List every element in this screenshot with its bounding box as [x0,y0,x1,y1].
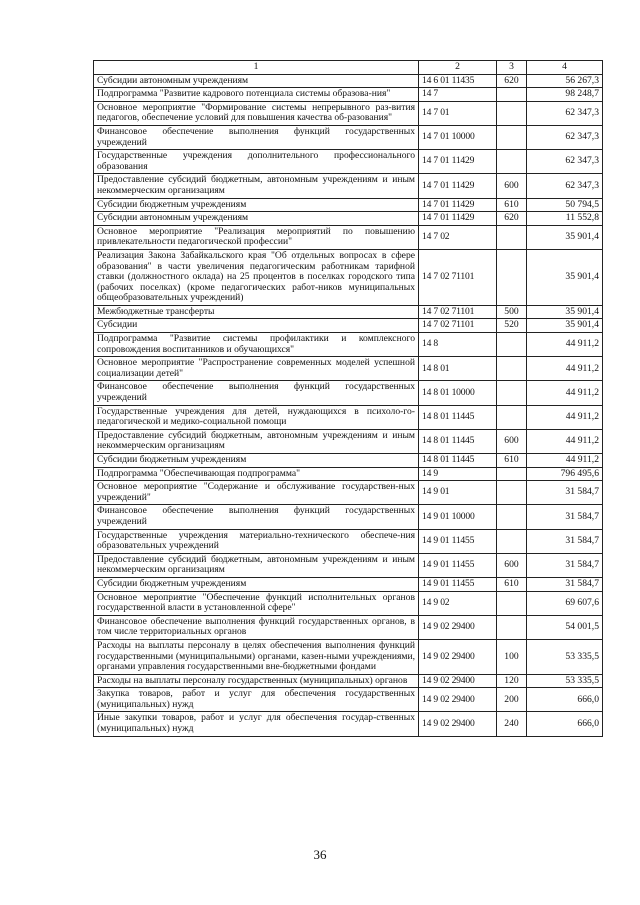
row-code-cell: 14 8 01 11445 [419,429,497,453]
table-row [94,101,603,125]
row-sum-cell: 31 584,7 [527,481,603,505]
row-code-cell: 14 7 02 [419,225,497,249]
row-name-cell: Субсидии бюджетным учреждениям [94,577,419,591]
header-cell: 4 [527,61,603,75]
row-sum-cell: 62 347,3 [527,150,603,174]
row-name-cell: Иные закупки товаров, работ и услуг для обеспечения государ-ственных (муниципальных) нужд [94,712,419,736]
row-sum-cell: 31 584,7 [527,577,603,591]
row-type-cell: 100 [497,639,527,674]
row-name-cell: Субсидии автономным учреждениям [94,212,419,226]
row-sum-cell: 11 552,8 [527,212,603,226]
table-row [94,529,603,553]
row-code-cell: 14 7 [419,88,497,102]
table-row [94,577,603,591]
row-sum-cell: 44 911,2 [527,357,603,381]
row-name-cell: Расходы на выплаты персоналу в целях обеспечения выполнения функций государственными (муниципальными) органами, казен-ными учреждениями, органами управления государственными вне-бюджетными фондами [94,639,419,674]
row-code-cell: 14 7 01 11429 [419,150,497,174]
table-header-row [94,61,603,75]
row-sum-cell: 796 495,6 [527,467,603,481]
row-name-cell: Подпрограмма "Развитие системы профилактики и комплексного сопровождения воспитанников и обучающихся" [94,333,419,357]
row-code-cell: 14 8 01 [419,357,497,381]
row-type-cell: 610 [497,198,527,212]
table-row [94,357,603,381]
row-sum-cell: 62 347,3 [527,101,603,125]
row-name-cell: Основное мероприятие "Формирование системы непрерывного раз-вития педагогов, обеспечение условий для повышения качества об-разования" [94,101,419,125]
row-code-cell: 14 9 01 11455 [419,529,497,553]
row-code-cell: 14 7 01 11429 [419,174,497,198]
row-code-cell: 14 9 02 29400 [419,639,497,674]
row-code-cell: 14 9 01 10000 [419,505,497,529]
row-sum-cell: 44 911,2 [527,454,603,468]
row-code-cell: 14 9 01 11455 [419,553,497,577]
row-code-cell: 14 9 [419,467,497,481]
row-name-cell: Государственные учреждения дополнительного профессионального образования [94,150,419,174]
row-code-cell: 14 9 02 29400 [419,674,497,688]
table-row [94,249,603,305]
row-sum-cell: 666,0 [527,688,603,712]
table-row [94,381,603,405]
row-name-cell: Реализация Закона Забайкальского края "Об отдельных вопросах в сфере образования" в части увеличения педагогическим работникам тарифной ставки (должностного оклада) на 25 процентов в поселках городского типа (рабочих поселках) (кроме педагогических работ-ников муниципальных общеобразовательных учреждений) [94,249,419,305]
table-row [94,467,603,481]
row-type-cell: 600 [497,174,527,198]
table-row [94,429,603,453]
row-type-cell: 520 [497,319,527,333]
row-type-cell: 600 [497,553,527,577]
row-sum-cell: 35 901,4 [527,249,603,305]
row-code-cell: 14 7 01 [419,101,497,125]
row-type-cell [497,467,527,481]
row-sum-cell: 44 911,2 [527,381,603,405]
row-sum-cell: 53 335,5 [527,674,603,688]
row-name-cell: Основное мероприятие "Обеспечение функций исполнительных органов государственной власти в установленной сфере" [94,591,419,615]
row-name-cell: Государственные учреждения для детей, нуждающихся в психоло-го-педагогической и медико-социальной помощи [94,405,419,429]
table-row [94,553,603,577]
row-name-cell: Основное мероприятие "Реализация мероприятий по повышению привлекательности педагогической профессии" [94,225,419,249]
row-sum-cell: 54 001,5 [527,615,603,639]
row-type-cell: 500 [497,305,527,319]
row-type-cell [497,615,527,639]
row-sum-cell: 44 911,2 [527,429,603,453]
row-type-cell [497,505,527,529]
table-row [94,405,603,429]
row-name-cell: Основное мероприятие "Распространение современных моделей успешной социализации детей" [94,357,419,381]
row-type-cell [497,333,527,357]
header-cell: 2 [419,61,497,75]
row-sum-cell: 50 794,5 [527,198,603,212]
row-name-cell: Финансовое обеспечение выполнения функций государственных учреждений [94,125,419,149]
table-row [94,505,603,529]
row-sum-cell: 35 901,4 [527,319,603,333]
row-name-cell: Субсидии [94,319,419,333]
table-row [94,688,603,712]
row-name-cell: Подпрограмма "Развитие кадрового потенциала системы образова-ния" [94,88,419,102]
row-sum-cell: 44 911,2 [527,405,603,429]
row-sum-cell: 31 584,7 [527,553,603,577]
table-row [94,319,603,333]
table-row [94,212,603,226]
row-sum-cell: 35 901,4 [527,225,603,249]
row-code-cell: 14 9 02 [419,591,497,615]
row-sum-cell: 666,0 [527,712,603,736]
row-sum-cell: 62 347,3 [527,174,603,198]
row-name-cell: Субсидии автономным учреждениям [94,74,419,88]
row-name-cell: Подпрограмма "Обеспечивающая подпрограмма" [94,467,419,481]
row-name-cell: Межбюджетные трансферты [94,305,419,319]
table-row [94,639,603,674]
row-sum-cell: 69 607,6 [527,591,603,615]
row-type-cell [497,591,527,615]
row-name-cell: Расходы на выплаты персоналу государственных (муниципальных) органов [94,674,419,688]
row-name-cell: Основное мероприятие "Содержание и обслуживание государствен-ных учреждений" [94,481,419,505]
row-sum-cell: 98 248,7 [527,88,603,102]
row-name-cell: Финансовое обеспечение выполнения функций государственных учреждений [94,381,419,405]
table-row [94,333,603,357]
row-type-cell: 610 [497,454,527,468]
page-number: 36 [313,847,327,862]
header-cell: 3 [497,61,527,75]
row-type-cell: 200 [497,688,527,712]
row-code-cell: 14 7 02 71101 [419,319,497,333]
row-name-cell: Предоставление субсидий бюджетным, автономным учреждениям и иным некоммерческим организациям [94,174,419,198]
row-type-cell [497,225,527,249]
table-row [94,481,603,505]
table-row [94,150,603,174]
budget-table [93,60,603,737]
row-type-cell: 620 [497,212,527,226]
table-row [94,591,603,615]
row-type-cell [497,249,527,305]
table-row [94,712,603,736]
row-type-cell [497,481,527,505]
row-type-cell [497,125,527,149]
row-name-cell: Государственные учреждения материально-технического обеспече-ния образовательных учреждений [94,529,419,553]
table-row [94,454,603,468]
row-type-cell [497,150,527,174]
row-code-cell: 14 9 02 29400 [419,615,497,639]
row-code-cell: 14 9 02 29400 [419,688,497,712]
row-type-cell: 620 [497,74,527,88]
table-row [94,174,603,198]
table-row [94,125,603,149]
table-row [94,305,603,319]
row-code-cell: 14 8 01 11445 [419,454,497,468]
table-row [94,615,603,639]
row-sum-cell: 35 901,4 [527,305,603,319]
row-code-cell: 14 9 01 [419,481,497,505]
row-code-cell: 14 6 01 11435 [419,74,497,88]
table-row [94,225,603,249]
table-row [94,74,603,88]
row-code-cell: 14 7 02 71101 [419,249,497,305]
row-name-cell: Финансовое обеспечение выполнения функций государственных органов, в том числе территориальных органов [94,615,419,639]
row-type-cell [497,88,527,102]
row-type-cell [497,381,527,405]
row-type-cell: 610 [497,577,527,591]
row-type-cell [497,529,527,553]
row-type-cell: 600 [497,429,527,453]
row-name-cell: Предоставление субсидий бюджетным, автономным учреждениям и иным некоммерческим организациям [94,553,419,577]
row-type-cell [497,357,527,381]
row-sum-cell: 44 911,2 [527,333,603,357]
row-code-cell: 14 8 01 11445 [419,405,497,429]
row-code-cell: 14 8 [419,333,497,357]
row-name-cell: Предоставление субсидий бюджетным, автономным учреждениям и иным некоммерческим организациям [94,429,419,453]
row-code-cell: 14 7 01 10000 [419,125,497,149]
row-code-cell: 14 7 01 11429 [419,212,497,226]
row-sum-cell: 31 584,7 [527,505,603,529]
row-type-cell: 240 [497,712,527,736]
header-cell: 1 [94,61,419,75]
row-name-cell: Закупка товаров, работ и услуг для обеспечения государственных (муниципальных) нужд [94,688,419,712]
row-type-cell: 120 [497,674,527,688]
row-sum-cell: 53 335,5 [527,639,603,674]
table-row [94,88,603,102]
row-code-cell: 14 8 01 10000 [419,381,497,405]
row-sum-cell: 56 267,3 [527,74,603,88]
row-sum-cell: 62 347,3 [527,125,603,149]
row-code-cell: 14 9 02 29400 [419,712,497,736]
row-name-cell: Финансовое обеспечение выполнения функций государственных учреждений [94,505,419,529]
row-name-cell: Субсидии бюджетным учреждениям [94,454,419,468]
table-row [94,674,603,688]
row-type-cell [497,101,527,125]
row-code-cell: 14 9 01 11455 [419,577,497,591]
row-sum-cell: 31 584,7 [527,529,603,553]
row-code-cell: 14 7 02 71101 [419,305,497,319]
row-type-cell [497,405,527,429]
row-name-cell: Субсидии бюджетным учреждениям [94,198,419,212]
row-code-cell: 14 7 01 11429 [419,198,497,212]
table-row [94,198,603,212]
